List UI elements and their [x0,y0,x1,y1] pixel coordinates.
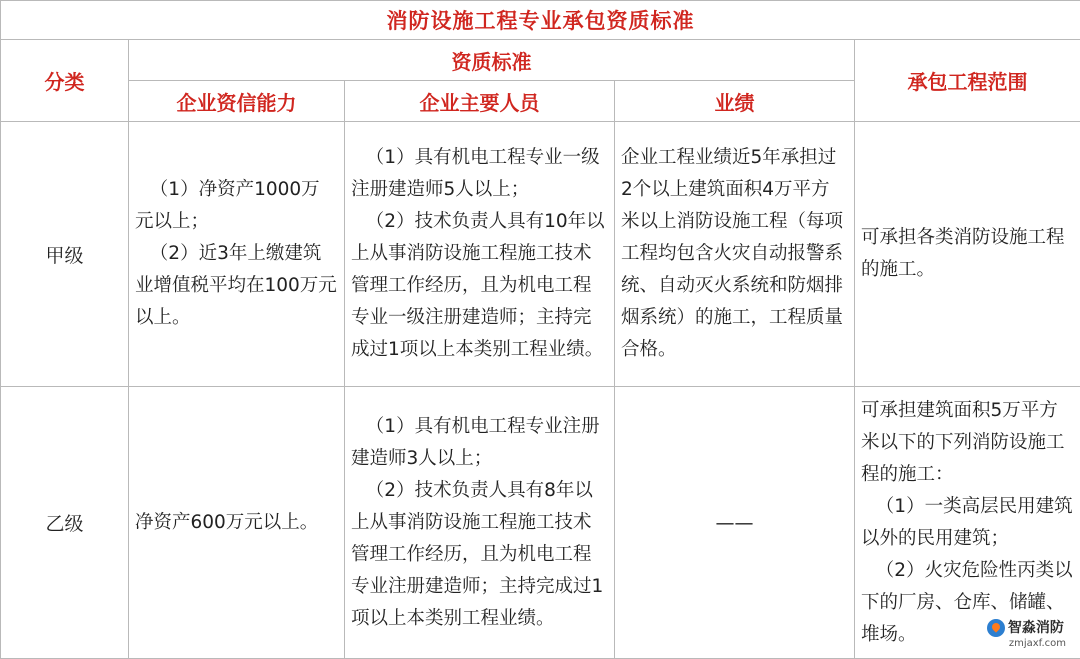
header-credit: 企业资信能力 [129,81,345,122]
personnel-line: （1）具有机电工程专业注册建造师3人以上； [351,411,608,475]
performance-text: 企业工程业绩近5年承担过2个以上建筑面积4万平方米以上消防设施工程（每项工程均包含火灾自动报警系统、自动灭火系统和防烟排烟系统）的施工，工程质量合格。 [621,142,848,366]
header-performance: 业绩 [615,81,855,122]
header-scope: 承包工程范围 [855,40,1080,122]
personnel-cell [345,387,615,659]
grade-cell: 乙级 [1,387,129,659]
watermark-url: zmjaxf.com [987,637,1066,651]
personnel-cell [345,122,615,387]
scope-line: （1）一类高层民用建筑以外的民用建筑； [861,491,1074,555]
credit-cell [129,387,345,659]
scope-line: 可承担各类消防设施工程的施工。 [861,222,1074,286]
credit-line: （1）净资产1000万元以上； [135,174,338,238]
performance-cell: —— [615,387,855,659]
credit-cell [129,122,345,387]
watermark-name: 智淼消防 [1008,620,1064,636]
personnel-line: （2）技术负责人具有8年以上从事消防设施工程施工技术管理工作经历，且为机电工程专业注册建造师；主持完成过1项以上本类别工程业绩。 [351,475,608,635]
scope-cell [855,387,1080,659]
table-row [1,122,1080,387]
performance-cell [615,122,855,387]
scope-line: 可承担建筑面积5万平方米以下的下列消防设施工程的施工： [861,395,1074,491]
credit-line: 净资产600万元以上。 [135,507,338,539]
personnel-line: （2）技术负责人具有10年以上从事消防设施工程施工技术管理工作经历，且为机电工程专业一级注册建造师；主持完成过1项以上本类别工程业绩。 [351,206,608,366]
flame-logo-icon [987,619,1005,637]
scope-cell [855,122,1080,387]
watermark [987,619,1066,651]
credit-line: （2）近3年上缴建筑业增值税平均在100万元以上。 [135,238,338,334]
scope-line: （2）火灾危险性丙类以下的厂房、仓库、储罐、堆场。 [861,555,1074,651]
header-personnel: 企业主要人员 [345,81,615,122]
table-row [1,387,1080,659]
header-category: 分类 [1,40,129,122]
grade-cell: 甲级 [1,122,129,387]
header-standard: 资质标准 [129,40,855,81]
table-title: 消防设施工程专业承包资质标准 [1,1,1080,40]
personnel-line: （1）具有机电工程专业一级注册建造师5人以上； [351,142,608,206]
